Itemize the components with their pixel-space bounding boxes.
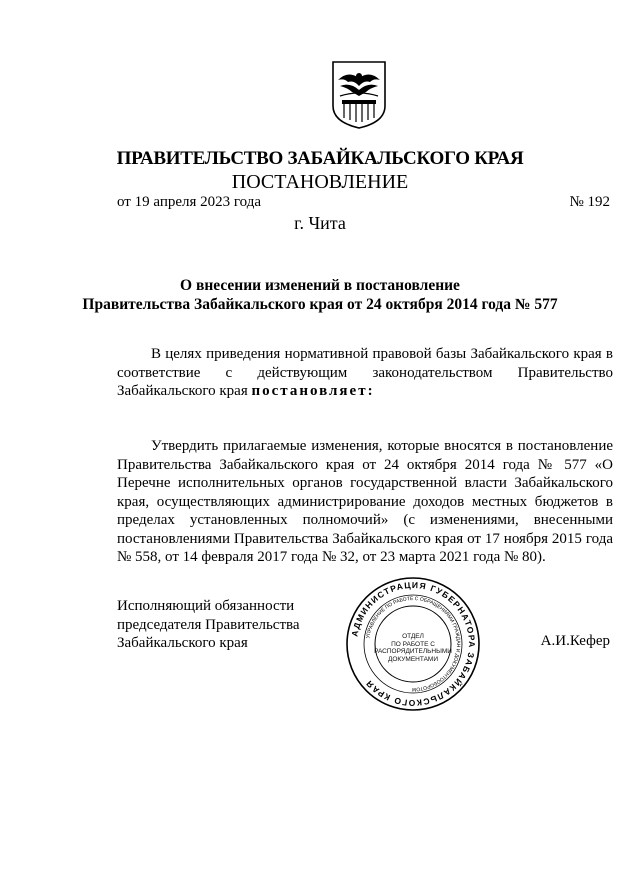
government-name: ПРАВИТЕЛЬСТВО ЗАБАЙКАЛЬСКОГО КРАЯ xyxy=(116,148,524,169)
title-line-2: Правительства Забайкальского края от 24 октября 2014 года № 577 xyxy=(82,296,558,313)
paragraph-2-text: Утвердить прилагаемые изменения, которые вносятся в постановление Правительства Забайкальского края от 24 октября 2014 года № 577 «О Перечне исполнительных органов государственной власти Забайкальского края, осуществляющих администрирование доходов местных бюджетов в пределах установленных полномочий» (с изменениями, внесенными постановлениями Правительства Забайкальского края от 17 ноября 2015 года № 558, от 14 февраля 2017 года № 32, от 23 марта 2021 года № 80). xyxy=(117,438,613,565)
title-line-1: О внесении изменений в постановление xyxy=(180,277,460,294)
paragraph-1 xyxy=(117,345,613,401)
stamp-line-1: ОТДЕЛ xyxy=(402,633,424,640)
signatory-line-3: Забайкальского края xyxy=(117,635,248,651)
document-number: № 192 xyxy=(569,194,610,210)
stamp-center-text xyxy=(345,580,481,716)
coat-of-arms-icon xyxy=(330,60,388,130)
document-date: от 19 апреля 2023 года xyxy=(117,194,262,210)
document-title xyxy=(0,276,640,314)
paragraph-1-text: В целях приведения нормативной правовой базы Забайкальского края в соответствие с действующим законодательством Правительство Забайкальского края xyxy=(117,346,613,399)
stamp-line-4: ДОКУМЕНТАМИ xyxy=(387,655,439,663)
city: г. Чита xyxy=(294,213,346,233)
signatory-line-1: Исполняющий обязанности xyxy=(117,598,295,614)
signatory-line-2: председателя Правительства xyxy=(117,616,300,633)
stamp-line-3: РАСПОРЯДИТЕЛЬНЫМИ xyxy=(374,648,452,655)
stamp-line-2: ПО РАБОТЕ С xyxy=(391,640,435,648)
document-type: ПОСТАНОВЛЕНИЕ xyxy=(231,171,409,193)
signatory-name: А.И.Кефер xyxy=(540,633,610,649)
signatory-position xyxy=(117,597,300,653)
official-stamp xyxy=(345,576,481,712)
stamp-inner-ring-text: УПРАВЛЕНИЕ ПО РАБОТЕ С ОБРАЩЕНИЯМИ ГРАЖДАН И ДОКУМЕНТООБОРОТОМ xyxy=(365,595,462,693)
paragraph-2 xyxy=(117,437,613,567)
stamp-ring-text: АДМИНИСТРАЦИЯ ГУБЕРНАТОРА ЗАБАЙКАЛЬСКОГО КРАЯ xyxy=(349,579,478,709)
paragraph-1-keyword: постановляет: xyxy=(251,383,375,399)
